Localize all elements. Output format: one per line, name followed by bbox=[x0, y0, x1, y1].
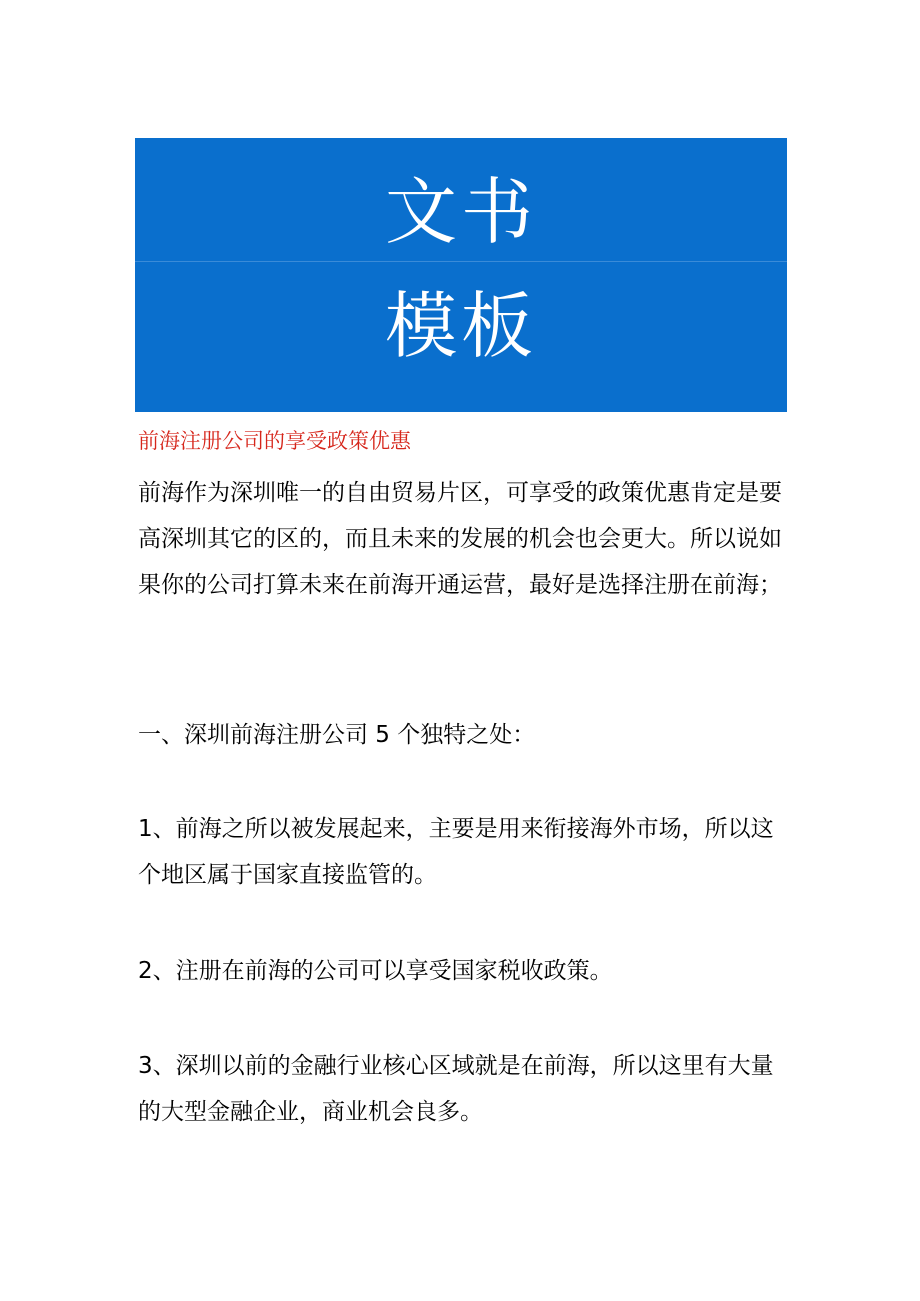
section-heading bbox=[138, 712, 798, 758]
point-paragraph-2 bbox=[138, 948, 798, 994]
intro-line: 前海作为深圳唯一的自由贸易片区，可享受的政策优惠肯定是要 bbox=[138, 480, 782, 506]
intro-line: 果你的公司打算未来在前海开通运营，最好是选择注册在前海； bbox=[138, 572, 782, 598]
intro-paragraph bbox=[138, 470, 798, 608]
title-banner bbox=[135, 138, 787, 412]
point-line: 1、前海之所以被发展起来，主要是用来衔接海外市场，所以这 bbox=[138, 816, 774, 842]
point-line: 个地区属于国家直接监管的。 bbox=[138, 862, 437, 888]
point-line: 3、深圳以前的金融行业核心区域就是在前海，所以这里有大量 bbox=[138, 1053, 774, 1079]
point-paragraph-1 bbox=[138, 806, 798, 898]
point-line: 的大型金融企业，商业机会良多。 bbox=[138, 1099, 483, 1125]
banner-title-line-1: 文书 bbox=[384, 170, 537, 254]
point-paragraph-3 bbox=[138, 1043, 798, 1135]
section-heading-text: 一、深圳前海注册公司 5 个独特之处： bbox=[138, 722, 536, 748]
point-line: 2、注册在前海的公司可以享受国家税收政策。 bbox=[138, 958, 613, 984]
document-subtitle: 前海注册公司的享受政策优惠 bbox=[138, 429, 411, 453]
banner-divider bbox=[135, 261, 787, 262]
banner-title-line-2: 模板 bbox=[384, 284, 537, 368]
intro-line: 高深圳其它的区的，而且未来的发展的机会也会更大。所以说如 bbox=[138, 526, 782, 552]
